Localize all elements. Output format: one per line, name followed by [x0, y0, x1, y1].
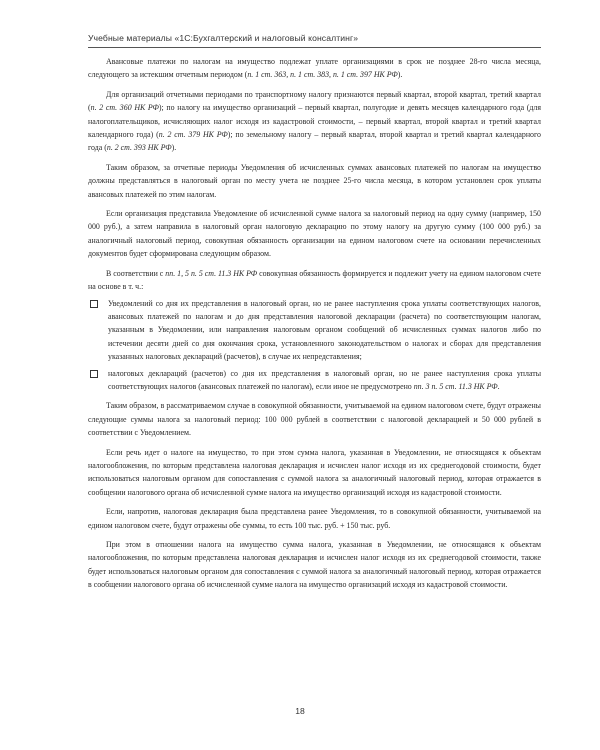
paragraph: При этом в отношении налога на имущество сумма налога, указанная в Уведомлении, не относящаяся к объектам налогообложения, по которым представлена налоговая декларация и исчислен налог исходя из их среднегодовой стоимости, также будет использоваться налоговым органом для сопоставления с суммой налога за аналогичный налоговый период, которая отражается в сообщении налогового органа об исчисленной сумме налога на имущество организаций исходя из кадастровой стоимости.: [88, 540, 541, 590]
list-item: Уведомлений со дня их представления в налоговый орган, но не ранее наступления срока уплаты соответствующих налогов, авансовых платежей по налогам и до дня представления налоговой декларации (расчета) по соответствующим налогам, указанным в Уведомлении, или направления налоговым органом сообщений об исчисленных суммах налогов либо по истечении десяти дней со дня окончания срока, установленного законодательством о налогах и сборах для представления указанных налоговых деклараций (расчетов), в случае их непредставления;: [88, 297, 541, 364]
law-reference: п. 2 ст. 379 НК РФ: [158, 130, 228, 140]
law-reference: п. 2 ст. 360 НК РФ: [90, 103, 159, 113]
paragraph: Таким образом, в рассматриваемом случае в совокупной обязанности, учитываемой на едином налоговом счете, будут отражены следующие суммы налога за налоговый период: 100 000 рублей в соответствии с налоговой декларацией и 50 000 рублей в соответствии с Уведомлением.: [88, 401, 541, 438]
paragraph: В соответствии с пп. 1, 5 п. 5 ст. 11.3 НК РФ совокупная обязанность формируется и подлежит учету на едином налоговом счете на основе в т. ч.:: [88, 268, 541, 292]
paragraph: Если речь идет о налоге на имущество, то при этом сумма налога, указанная в Уведомлении, не относящаяся к объектам налогообложения, по которым представлена налоговая декларация и исчислен налог исходя из их среднегодовой стоимости, будет использоваться налоговым органом для сопоставления с суммой налога за аналогичный налоговый период, которая отражается в сообщении налогового органа об исчисленной сумме налога на имущество организаций исходя из кадастровой стоимости.: [88, 447, 541, 497]
law-reference: пп. 1, 5 п. 5 ст. 11.3 НК РФ: [165, 268, 258, 278]
paragraph: Авансовые платежи по налогам на имущество подлежат уплате организациями в срок не позднее 28-го числа месяца, следующего за истекшим отчетным периодом (п. 1 ст. 363, п. 1 ст. 383, п. 1 ст. 397 НК РФ).: [88, 57, 541, 80]
paragraph: Для организаций отчетными периодами по транспортному налогу признаются первый квартал, второй квартал, третий квартал (п. 2 ст. 360 НК РФ); по налогу на имущество организаций – первый квартал, полугодие и девять месяцев календарного года (для налогоплательщиков, исчисляющих налог исходя из кадастровой стоимости, – первый квартал, второй квартал и третий квартал календарного года) (п. 2 ст. 379 НК РФ); по земельному налогу – первый квартал, второй квартал и третий квартал календарного года (п. 2 ст. 393 НК РФ).: [88, 89, 541, 153]
paragraph: Если организация представила Уведомление об исчисленной сумме налога за налоговый период на одну сумму (например, 150 000 руб.), а затем направила в налоговый орган налоговую декларацию по этому налогу на другую сумму (100 000 руб.) за аналогичный налоговый период, совокупная обязанность организации на едином налоговом счете на основании перечисленных документов будет сформирована следующим образом.: [88, 209, 541, 259]
running-header: Учебные материалы «1С:Бухгалтерский и налоговый консалтинг»: [88, 33, 359, 43]
paragraph: Таким образом, за отчетные периоды Уведомления об исчисленных суммах авансовых платежей по налогам на имущество должны представляться в налоговый орган по месту учета не позднее 25-го числа месяца, в котором установлен срок уплаты авансовых платежей по этим налогам.: [88, 162, 541, 199]
paragraph: Если, напротив, налоговая декларация была представлена ранее Уведомления, то в совокупной обязанности, учитываемой на едином налоговом счете, будут отражены обе суммы, то есть 100 тыс. руб. + 150 тыс. руб.: [88, 507, 541, 530]
page-number: 18: [295, 706, 305, 716]
bullet-list: [88, 297, 541, 394]
list-item: налоговых деклараций (расчетов) со дня их представления в налоговый орган, но не ранее наступления срока уплаты соответствующих налогов (авансовых платежей по налогам), если иное не предусмотрено пп. 3 п. 5 ст. 11.3 НК РФ.: [88, 367, 541, 394]
header-divider: [88, 47, 541, 48]
checkbox-bullet-icon: [90, 300, 98, 308]
document-body: [88, 55, 541, 598]
law-reference: п. 1 ст. 363, п. 1 ст. 383, п. 1 ст. 397 НК РФ: [247, 70, 398, 80]
law-reference: пп. 3 п. 5 ст. 11.3 НК РФ: [413, 381, 498, 391]
law-reference: п. 2 ст. 393 НК РФ: [106, 143, 172, 153]
checkbox-bullet-icon: [90, 370, 98, 378]
